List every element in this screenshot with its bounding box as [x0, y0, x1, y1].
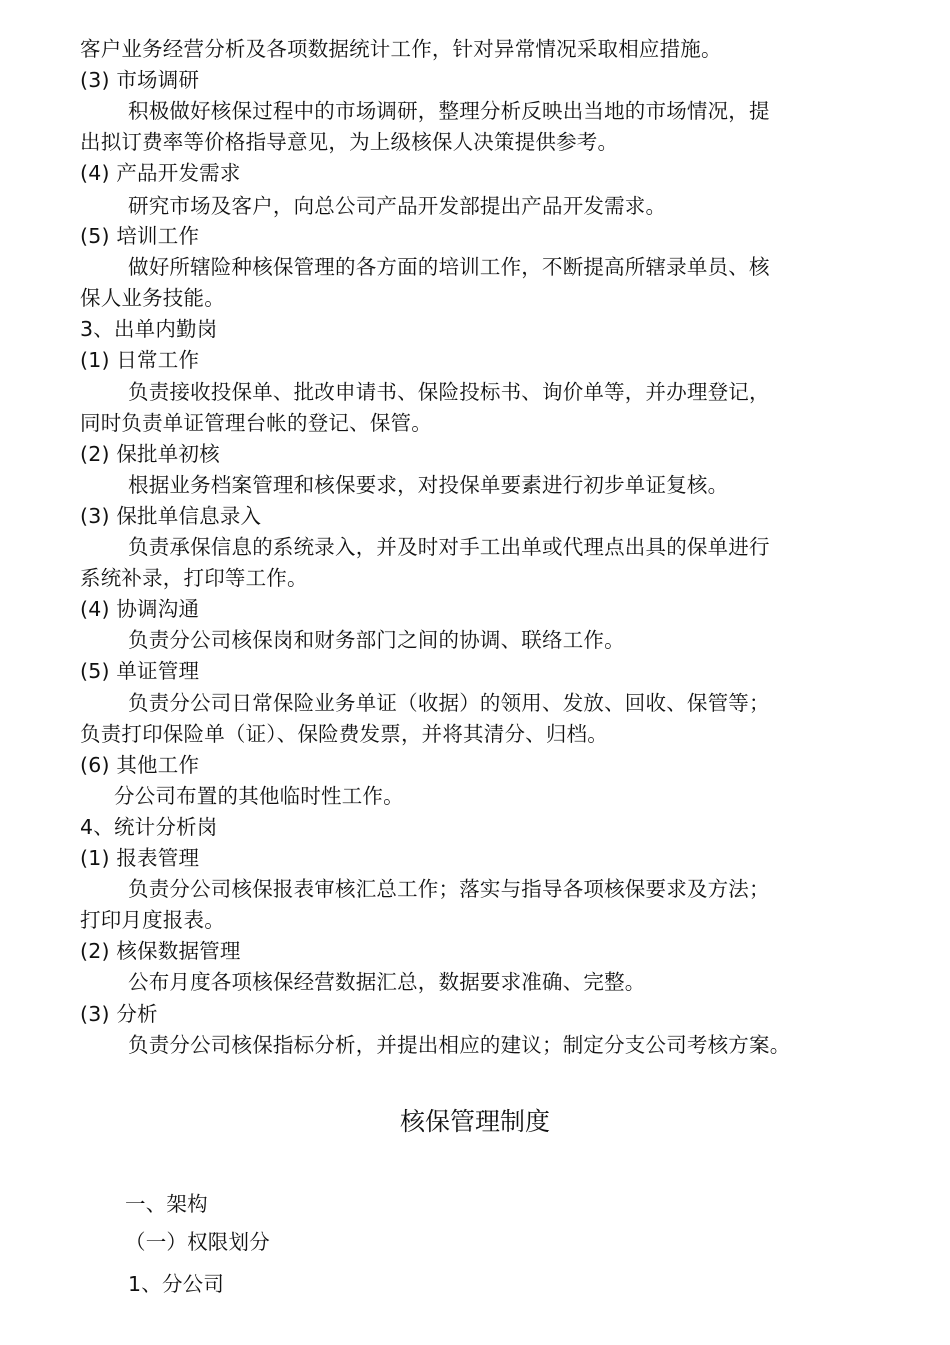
body-text-line: 做好所辖险种核保管理的各方面的培训工作，不断提高所辖录单员、核 [128, 255, 770, 279]
body-text-line: 负责分公司核保报表审核汇总工作；落实与指导各项核保要求及方法； [128, 877, 770, 901]
body-text-line: 负责承保信息的系统录入，并及时对手工出单或代理点出具的保单进行 [128, 535, 770, 559]
body-text-line: 研究市场及客户，向总公司产品开发部提出产品开发需求。 [128, 194, 667, 218]
body-text-line: 客户业务经营分析及各项数据统计工作，针对异常情况采取相应措施。 [80, 37, 722, 61]
subsection-heading: (1) 日常工作 [80, 348, 200, 372]
body-text-line: 根据业务档案管理和核保要求，对投保单要素进行初步单证复核。 [128, 473, 729, 497]
body-text-line: 负责分公司核保指标分析，并提出相应的建议；制定分支公司考核方案。 [128, 1033, 791, 1057]
subsection-heading: (6) 其他工作 [80, 753, 200, 777]
subsection-heading: (3) 分析 [80, 1002, 158, 1026]
body-text-line: 打印月度报表。 [80, 908, 225, 932]
subsection-heading: (2) 保批单初核 [80, 442, 220, 466]
section-heading: 4、统计分析岗 [80, 815, 218, 839]
body-text-line: 系统补录，打印等工作。 [80, 566, 308, 590]
body-text-line: 负责分公司日常保险业务单证（收据）的领用、发放、回收、保管等； [128, 691, 770, 715]
outline-heading: 1、分公司 [128, 1272, 225, 1296]
outline-heading: 一、架构 [125, 1192, 208, 1216]
subsection-heading: (3) 保批单信息录入 [80, 504, 262, 528]
section-title: 核保管理制度 [399, 1107, 550, 1136]
body-text-line: 同时负责单证管理台帐的登记、保管。 [80, 411, 432, 435]
outline-heading: （一）权限划分 [125, 1230, 270, 1254]
body-text-line: 出拟订费率等价格指导意见，为上级核保人决策提供参考。 [80, 130, 619, 154]
subsection-heading: (2) 核保数据管理 [80, 939, 241, 963]
subsection-heading: (3) 市场调研 [80, 68, 200, 92]
subsection-heading: (5) 单证管理 [80, 659, 200, 683]
body-text-line: 负责接收投保单、批改申请书、保险投标书、询价单等，并办理登记， [128, 380, 770, 404]
body-text-line: 分公司布置的其他临时性工作。 [114, 784, 404, 808]
subsection-heading: (1) 报表管理 [80, 846, 200, 870]
body-text-line: 公布月度各项核保经营数据汇总，数据要求准确、完整。 [128, 970, 646, 994]
body-text-line: 保人业务技能。 [80, 286, 225, 310]
subsection-heading: (4) 协调沟通 [80, 597, 200, 621]
subsection-heading: (4) 产品开发需求 [80, 161, 241, 185]
body-text-line: 积极做好核保过程中的市场调研，整理分析反映出当地的市场情况，提 [128, 99, 770, 123]
body-text-line: 负责打印保险单（证）、保险费发票，并将其清分、归档。 [80, 722, 608, 746]
body-text-line: 负责分公司核保岗和财务部门之间的协调、联络工作。 [128, 628, 625, 652]
section-heading: 3、出单内勤岗 [80, 317, 218, 341]
subsection-heading: (5) 培训工作 [80, 224, 200, 248]
